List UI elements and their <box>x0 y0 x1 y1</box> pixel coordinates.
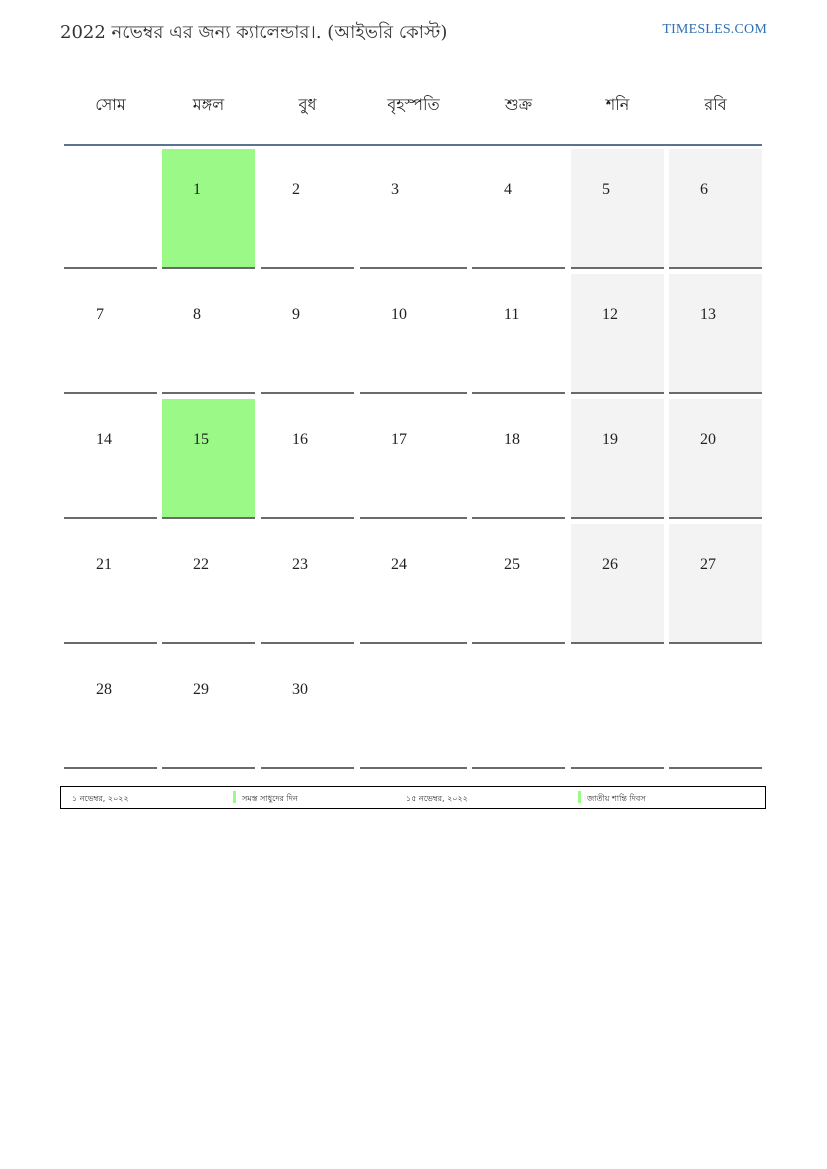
day-number: 23 <box>292 556 308 573</box>
day-cell-23 <box>261 524 354 644</box>
day-number: 10 <box>391 306 407 323</box>
day-cell-4 <box>472 149 565 269</box>
weekday-label-thursday: বৃহস্পতি <box>387 95 440 114</box>
day-cell-26 <box>571 524 664 644</box>
holiday-marker-2 <box>578 791 581 803</box>
day-cell-24 <box>360 524 467 644</box>
day-number: 26 <box>602 556 618 573</box>
day-cell-10 <box>360 274 467 394</box>
day-number: 7 <box>96 306 104 323</box>
day-number: 8 <box>193 306 201 323</box>
holiday-date-2: ১৫ নভেম্বর, ২০২২ <box>406 794 468 803</box>
day-number: 12 <box>602 306 618 323</box>
day-cell-8 <box>162 274 255 394</box>
day-cell-27 <box>669 524 762 644</box>
day-cell-14 <box>64 399 157 519</box>
day-cell-9 <box>261 274 354 394</box>
day-number: 5 <box>602 181 610 198</box>
day-cell-30 <box>261 649 354 769</box>
day-cell-15 <box>162 399 255 519</box>
day-cell-17 <box>360 399 467 519</box>
day-cell-2 <box>261 149 354 269</box>
day-number: 14 <box>96 431 112 448</box>
weekday-label-friday: শুক্র <box>504 95 533 114</box>
day-number: 3 <box>391 181 399 198</box>
holiday-date-1: ১ নভেম্বর, ২০২২ <box>72 794 129 803</box>
day-number: 28 <box>96 681 112 698</box>
empty-day-cell <box>360 649 467 769</box>
day-cell-21 <box>64 524 157 644</box>
day-number: 22 <box>193 556 209 573</box>
empty-day-cell <box>571 649 664 769</box>
day-cell-5 <box>571 149 664 269</box>
day-cell-18 <box>472 399 565 519</box>
weekday-header-row <box>64 78 762 146</box>
day-cell-6 <box>669 149 762 269</box>
day-number: 4 <box>504 181 512 198</box>
empty-day-cell <box>669 649 762 769</box>
day-cell-20 <box>669 399 762 519</box>
day-number: 6 <box>700 181 708 198</box>
day-cell-25 <box>472 524 565 644</box>
day-cell-19 <box>571 399 664 519</box>
day-number: 18 <box>504 431 520 448</box>
day-cell-1 <box>162 149 255 269</box>
day-number: 2 <box>292 181 300 198</box>
day-number: 1 <box>193 181 201 198</box>
holiday-legend <box>60 786 766 809</box>
site-link[interactable]: TIMESLES.COM <box>662 22 767 37</box>
day-cell-16 <box>261 399 354 519</box>
day-cell-29 <box>162 649 255 769</box>
day-cell-7 <box>64 274 157 394</box>
day-number: 24 <box>391 556 407 573</box>
holiday-marker-1 <box>233 791 236 803</box>
holiday-name-1: সমস্ত সাধুদের দিন <box>242 794 298 803</box>
weekday-label-wednesday: বুধ <box>298 95 317 114</box>
day-number: 15 <box>193 431 209 448</box>
day-cell-28 <box>64 649 157 769</box>
empty-day-cell <box>64 149 157 269</box>
day-cell-22 <box>162 524 255 644</box>
empty-day-cell <box>472 649 565 769</box>
day-number: 20 <box>700 431 716 448</box>
holiday-name-2: জাতীয় শান্তি দিবস <box>587 794 646 803</box>
weekday-label-tuesday: মঙ্গল <box>192 95 225 114</box>
day-cell-3 <box>360 149 467 269</box>
day-number: 27 <box>700 556 716 573</box>
day-number: 16 <box>292 431 308 448</box>
day-number: 29 <box>193 681 209 698</box>
calendar-grid <box>64 78 762 698</box>
day-cell-12 <box>571 274 664 394</box>
weekday-label-saturday: শনি <box>605 95 630 114</box>
day-number: 9 <box>292 306 300 323</box>
day-number: 21 <box>96 556 112 573</box>
day-number: 19 <box>602 431 618 448</box>
weekday-label-sunday: রবি <box>704 95 727 114</box>
day-number: 25 <box>504 556 520 573</box>
day-number: 30 <box>292 681 308 698</box>
day-number: 11 <box>504 306 520 323</box>
day-cell-11 <box>472 274 565 394</box>
day-number: 17 <box>391 431 407 448</box>
page-title: 2022 নভেম্বর এর জন্য ক্যালেন্ডার।. (আইভরি কোস্ট) <box>60 22 448 43</box>
day-cell-13 <box>669 274 762 394</box>
day-number: 13 <box>700 306 716 323</box>
weekday-label-monday: সোম <box>95 95 126 114</box>
